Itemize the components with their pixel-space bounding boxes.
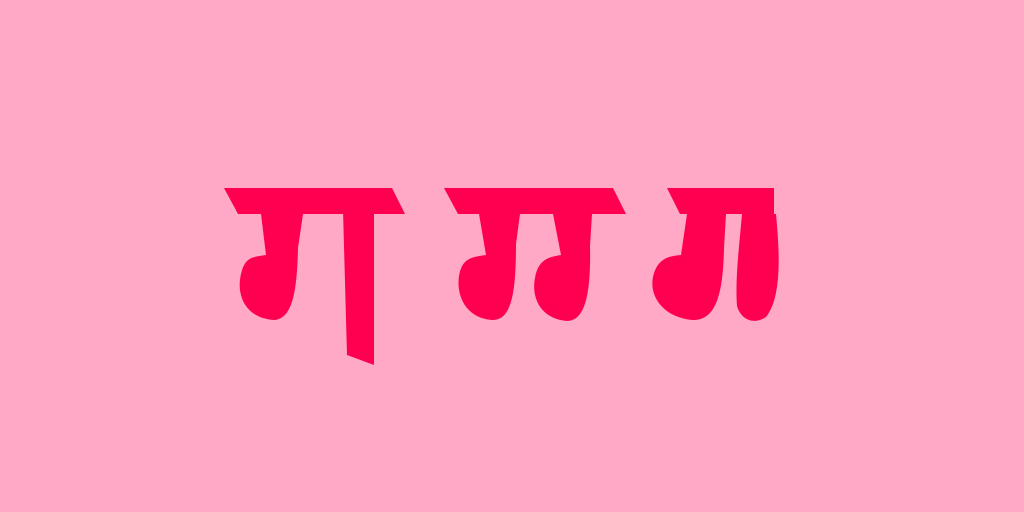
glyph-1-top-bar bbox=[224, 188, 405, 214]
glyph-2-top-bar bbox=[444, 188, 626, 214]
glyph-2 bbox=[444, 188, 626, 321]
glyph-3-left-bowl bbox=[652, 214, 726, 320]
glyph-1-bowl bbox=[240, 214, 303, 320]
glyph-3-top-bar bbox=[667, 188, 774, 214]
glyph-1 bbox=[224, 188, 405, 365]
glyph-1-stem bbox=[343, 210, 374, 365]
glyph-2-right-bowl bbox=[534, 214, 592, 321]
glyph-3 bbox=[652, 188, 778, 321]
glyph-2-left-bowl bbox=[458, 214, 520, 320]
glyph-3-right-stroke bbox=[736, 214, 778, 321]
